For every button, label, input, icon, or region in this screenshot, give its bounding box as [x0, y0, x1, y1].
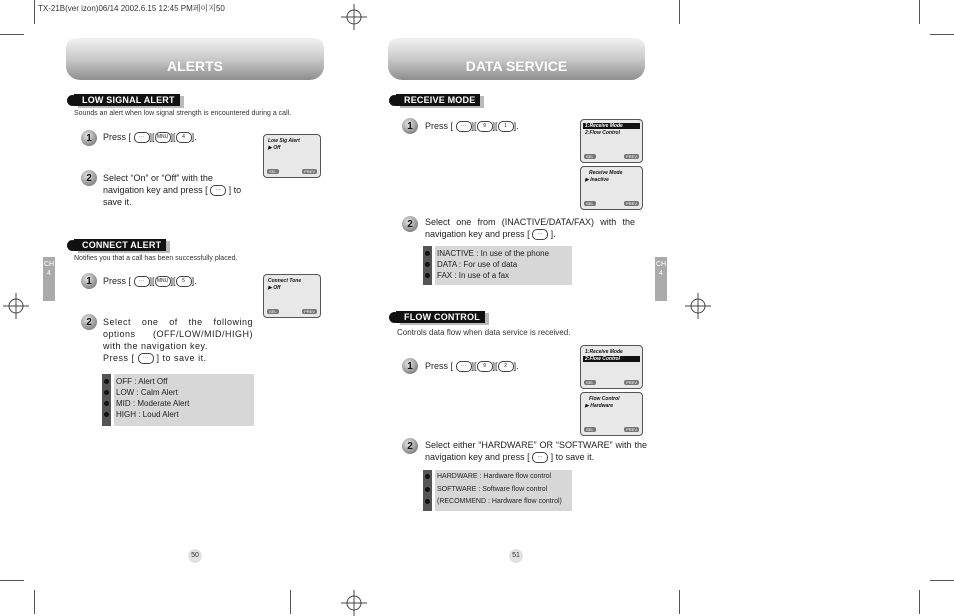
crop-mark: [679, 0, 680, 24]
options-box: [435, 470, 572, 511]
phone-screen: 1:Receive Mode 2:Flow Control SEL PREV: [580, 119, 643, 163]
list-item: HARDWARE : Hardware flow control: [435, 471, 572, 484]
list-item: FAX : In use of a fax: [435, 270, 572, 281]
crop-mark: [919, 590, 920, 614]
ok-key-icon: ···: [532, 452, 548, 463]
crop-mark: [679, 590, 680, 614]
list-item: OFF : Alert Off: [114, 376, 254, 387]
step-text: Select one of the following options (OFF/LOW/MID/HIGH) with the navigation key. Press [ ··· ] to save it.: [103, 317, 253, 363]
crop-mark: [34, 590, 35, 614]
section-description: Controls data flow when data service is received.: [397, 328, 571, 337]
list-item: DATA : For use of data: [435, 259, 572, 270]
crop-mark: [919, 0, 920, 24]
list-item: (RECOMMEND : Hardware flow control): [435, 496, 572, 509]
step-number: 2: [402, 438, 418, 454]
phone-screen: Low Sig Alert ▶ Off SEL PREV: [263, 134, 321, 178]
list-item: MID : Moderate Alert: [114, 398, 254, 409]
bullet-icon: [389, 95, 400, 106]
step-number: 1: [402, 358, 418, 374]
step-text: Select one from (INACTIVE/DATA/FAX) with the navigation key and press [ ··· ].: [425, 217, 635, 239]
ok-key-icon: ···: [138, 353, 154, 364]
bullet-icon: [67, 240, 78, 251]
menu-key-icon: MNU: [155, 276, 171, 287]
ok-key-icon: ···: [210, 185, 226, 196]
page-title: ALERTS: [66, 38, 324, 80]
step-number: 2: [402, 216, 418, 232]
list-item: INACTIVE : In use of the phone: [435, 248, 572, 259]
page-title: DATA SERVICE: [388, 38, 645, 80]
options-box: [114, 374, 254, 426]
crop-mark: [930, 34, 954, 35]
ok-key-icon: ···: [532, 229, 548, 240]
list-item: SOFTWARE : Software flow control: [435, 484, 572, 497]
phone-screen: Connect Tone ▶ Off SEL PREV: [263, 274, 321, 318]
step-number: 1: [402, 118, 418, 134]
section-label-connect: CONNECT ALERT: [67, 238, 166, 252]
list-item: HIGH : Loud Alert: [114, 409, 254, 420]
step-text: Press [ ··· ][ 9 ][ 2 ].: [425, 361, 519, 371]
section-label-low-signal: LOW SIGNAL ALERT: [67, 93, 180, 107]
registration-mark-icon: [3, 293, 29, 319]
options-box: [435, 246, 572, 285]
step-text: Select “On” or “Off” with the navigation key and press [ ··· ] to save it.: [103, 173, 242, 208]
key-4-icon: 4: [176, 132, 192, 143]
phone-screen: Flow Control ▶ Hardware SEL PREV: [580, 392, 643, 436]
bullet-icon: [67, 95, 78, 106]
ok-key-icon: ···: [134, 132, 150, 143]
section-label-flow-control: FLOW CONTROL: [389, 310, 485, 324]
page-number: 50: [188, 549, 202, 563]
registration-mark-icon: [341, 590, 367, 616]
section-description: Notifies you that a call has been successfully placed.: [74, 255, 238, 262]
step-text: Select either “HARDWARE” OR “SOFTWARE” with the navigation key and press [ ··· ] to save it.: [425, 440, 647, 462]
phone-screen: 1:Receive Mode 2:Flow Control SEL PREV: [580, 345, 643, 389]
crop-mark: [0, 34, 24, 35]
chapter-tab: CH 4: [43, 257, 55, 301]
list-item: LOW : Calm Alert: [114, 387, 254, 398]
phone-screen: Receive Mode ▶ Inactive SEL PREV: [580, 166, 643, 210]
ok-key-icon: ···: [456, 361, 472, 372]
key-1-icon: 1: [498, 121, 514, 132]
step-number: 1: [81, 130, 97, 146]
crop-mark: [290, 590, 291, 614]
step-number: 1: [81, 273, 97, 289]
ok-key-icon: ···: [134, 276, 150, 287]
crop-mark: [34, 0, 35, 24]
section-label-receive-mode: RECEIVE MODE: [389, 93, 480, 107]
registration-mark-icon: [341, 4, 367, 30]
key-2-icon: 2: [498, 361, 514, 372]
chapter-tab: CH 4: [655, 257, 667, 301]
section-description: Sounds an alert when low signal strength is encountered during a call.: [74, 110, 292, 117]
step-number: 2: [81, 314, 97, 330]
print-header: TX-21B(ver izon)06/14 2002.6.15 12:45 PM페이지50: [38, 4, 225, 13]
step-text: Press [ ··· ][ MNU ][ 5 ].: [103, 276, 197, 286]
step-number: 2: [81, 170, 97, 186]
step-text: Press [ ··· ][ MNU ][ 4 ].: [103, 132, 197, 142]
crop-mark: [0, 580, 24, 581]
page-number: 51: [509, 549, 523, 563]
key-5-icon: 5: [176, 276, 192, 287]
bullet-icon: [389, 312, 400, 323]
step-text: Press [ ··· ][ 9 ][ 1 ].: [425, 121, 519, 131]
key-9-icon: 9: [477, 121, 493, 132]
crop-mark: [930, 580, 954, 581]
menu-key-icon: MNU: [155, 132, 171, 143]
registration-mark-icon: [685, 293, 711, 319]
key-9-icon: 9: [477, 361, 493, 372]
ok-key-icon: ···: [456, 121, 472, 132]
